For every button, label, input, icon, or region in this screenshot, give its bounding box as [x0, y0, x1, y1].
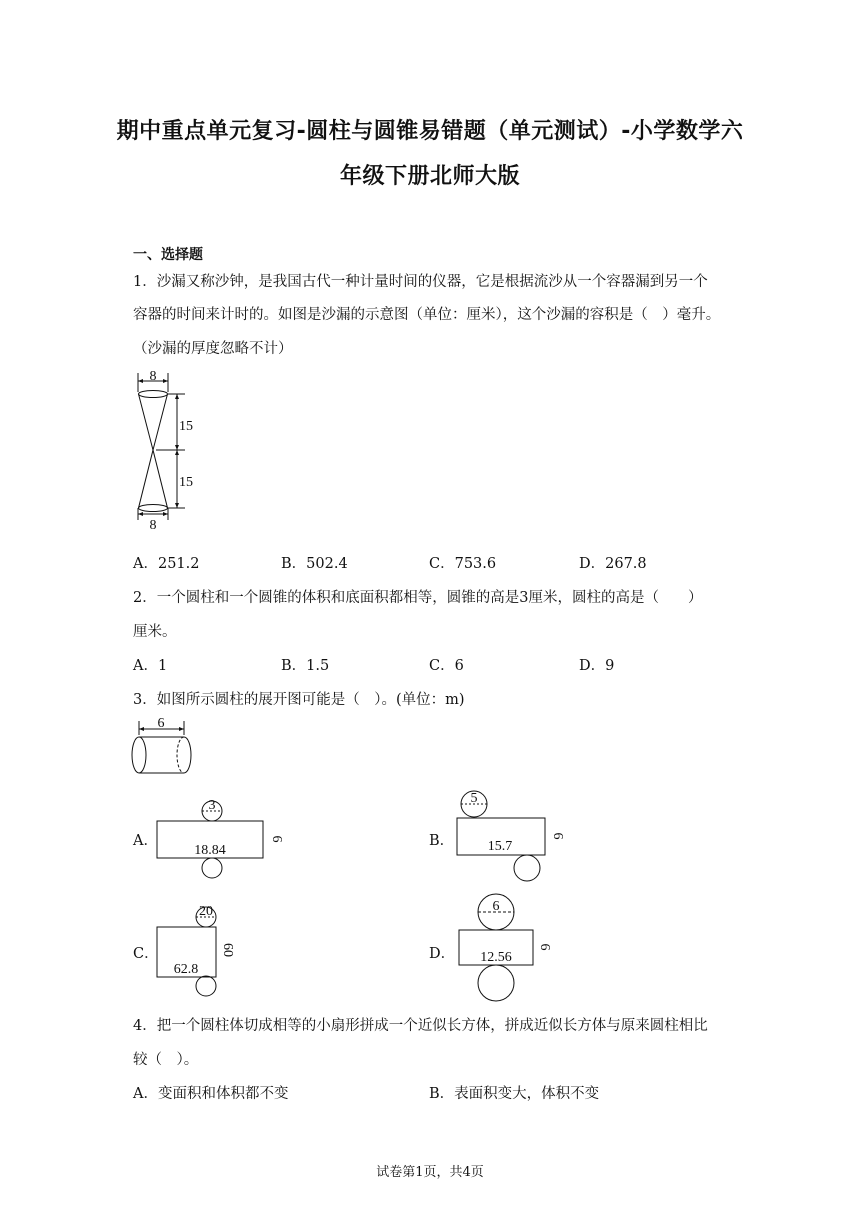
q2-text-line-2: 厘米。	[133, 624, 177, 640]
option-a-side-label: 6	[269, 835, 284, 843]
q3-option-a-letter[interactable]: A．	[133, 833, 158, 849]
q4-option-a[interactable]: A．变面积和体积都不变	[133, 1086, 289, 1102]
q3-option-a-figure[interactable]	[150, 794, 290, 884]
q1-option-b[interactable]: B．502.4	[281, 556, 348, 572]
q3-option-b-figure[interactable]	[450, 788, 570, 884]
q1-option-d[interactable]: D．267.8	[579, 556, 647, 572]
q2-option-d[interactable]: D．9	[579, 658, 615, 674]
option-a-circle-label: 3	[208, 798, 216, 813]
option-a-rect-label: 18.84	[194, 843, 226, 858]
option-b-circle-label: 5	[470, 791, 478, 806]
q4-option-b[interactable]: B．表面积变大，体积不变	[429, 1086, 600, 1102]
q1-text-line-3: （沙漏的厚度忽略不计）	[133, 341, 293, 357]
option-c-side-label: 60	[220, 943, 235, 957]
option-b-rect-label: 15.7	[487, 839, 513, 854]
option-d-rect-label: 12.56	[480, 950, 512, 965]
option-b-side-label: 6	[550, 832, 565, 840]
section-heading: 一、选择题	[133, 247, 203, 263]
option-c-rect-label: 62.8	[173, 962, 199, 977]
q2-option-a[interactable]: A．1	[133, 658, 168, 674]
upper-height-label: 15	[179, 419, 193, 434]
page-title-line-1: 期中重点单元复习-圆柱与圆锥易错题（单元测试）-小学数学六	[116, 119, 744, 144]
q3-option-b-letter[interactable]: B．	[429, 833, 455, 849]
page-footer: 试卷第1页，共4页	[376, 1165, 484, 1180]
q3-option-d-letter[interactable]: D．	[429, 946, 456, 962]
bottom-width-label: 8	[149, 518, 157, 533]
q3-option-c-letter[interactable]: C．	[133, 946, 159, 962]
cylinder-length-label: 6	[157, 716, 165, 731]
q1-text-line-2: 容器的时间来计时的。如图是沙漏的示意图（单位：厘米），这个沙漏的容积是（ ）毫升。	[133, 307, 721, 323]
option-d-circle-label: 6	[492, 899, 500, 914]
q4-text-line-2: 较（ ）。	[133, 1052, 199, 1068]
q2-option-b[interactable]: B．1.5	[281, 658, 330, 674]
q1-text-line-1: 1．沙漏又称沙钟，是我国古代一种计量时间的仪器，它是根据流沙从一个容器漏到另一个	[133, 274, 708, 290]
hourglass-figure	[125, 369, 215, 533]
top-width-label: 8	[149, 369, 157, 384]
option-d-side-label: 6	[537, 943, 552, 951]
q3-option-c-figure[interactable]	[150, 898, 250, 1000]
q1-option-a[interactable]: A．251.2	[133, 556, 200, 572]
q2-option-c[interactable]: C．6	[429, 658, 464, 674]
q2-text-line-1: 2．一个圆柱和一个圆锥的体积和底面积都相等，圆锥的高是3厘米，圆柱的高是（ ）	[133, 590, 703, 606]
q1-option-c[interactable]: C．753.6	[429, 556, 497, 572]
q3-option-d-figure[interactable]	[450, 890, 560, 1002]
option-c-circle-label: 20	[199, 904, 213, 919]
q3-text-line-1: 3．如图所示圆柱的展开图可能是（ ）。(单位：m)	[133, 692, 465, 708]
q4-text-line-1: 4．把一个圆柱体切成相等的小扇形拼成一个近似长方体，拼成近似长方体与原来圆柱相比	[133, 1018, 708, 1034]
lower-height-label: 15	[179, 475, 193, 490]
cylinder-figure	[128, 715, 198, 775]
page-title-line-2: 年级下册北师大版	[339, 164, 520, 189]
